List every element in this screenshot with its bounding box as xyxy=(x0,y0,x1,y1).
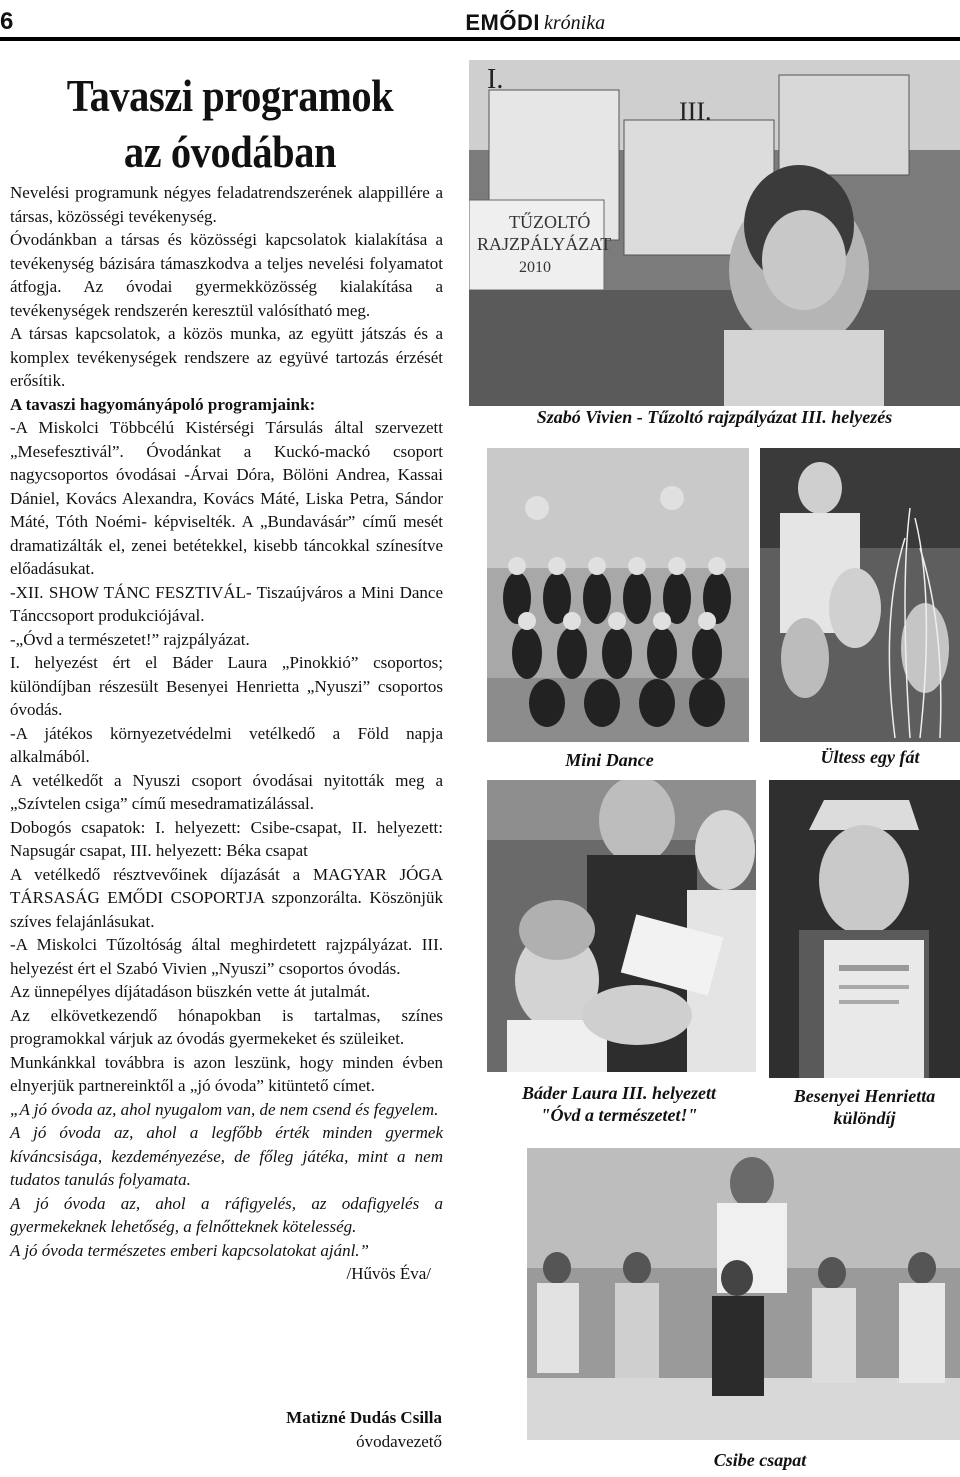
signature-role: óvodavezető xyxy=(356,1432,442,1451)
photo1-label-iii: III. xyxy=(679,97,712,126)
photo-ultess-image xyxy=(760,448,960,742)
article-paragraph: Dobogós csapatok: I. helyezett: Csibe-csapat, II. helyezett: Napsugár csapat, III. helyezett: Béka csapat xyxy=(10,817,443,860)
caption-bader-line2: "Óvd a természetet!" xyxy=(540,1105,698,1125)
title-line-1: Tavaszi programok xyxy=(66,70,394,121)
title-line-2: az óvodában xyxy=(123,126,337,177)
photo-mini-dance xyxy=(487,448,749,742)
caption-ultess: Ültess egy fát xyxy=(820,747,920,767)
article-paragraph: -„Óvd a természetet!” rajzpályázat. xyxy=(10,629,250,649)
photo-mini-dance-image xyxy=(487,448,749,742)
caption-besenyei xyxy=(769,1085,960,1129)
article-paragraph: -A Miskolci Tűzoltóság által meghirdetett rajzpályázat. III. helyezést ért el Szabó Vivien „Nyuszi” csoportos óvodás. xyxy=(10,935,443,978)
article-paragraph: Óvodánkban a társas és közösségi kapcsolatok kialakítása a tevékenység bázisára támaszkodva a teljes nevelési folyamatot átfogja. Az óvodai gyermekközösség kialakítása a tevékenységek rendszerén keresztül valósítható meg. xyxy=(10,230,443,320)
signature-name: Matizné Dudás Csilla xyxy=(286,1408,442,1427)
photo-besenyei-henrietta xyxy=(769,780,960,1078)
article-paragraph: -A Miskolci Többcélú Kistérségi Társulás által szervezett „Mesefesztivál”. Óvodánkat a Kuckó-mackó csoport nagycsoportos óvodásai -Árvai Dóra, Bölöni Andrea, Kassai Dániel, Kovács Alexandra, Kovács Máté, Liska Petra, Sándor Máté, Tóth Noémi- képviselték. A „Bundavásár” című mesét dramatizálták el, zenei betétekkel, kisebb táncokkal színesítve előadásukat. xyxy=(10,418,443,578)
article-title xyxy=(36,68,423,180)
caption-bader xyxy=(487,1082,751,1126)
photo-ultess-egy-fat xyxy=(760,448,960,742)
article-body xyxy=(10,181,443,1286)
article-paragraph: A vetélkedőt a Nyuszi csoport óvodásai nyitották meg a „Szívtelen csiga” című mesedramatizálással. xyxy=(10,770,443,813)
photo-szabo-vivien-image xyxy=(469,60,960,406)
photo-csibe-image xyxy=(527,1148,960,1440)
masthead-subtitle: krónika xyxy=(544,12,606,34)
photo1-label-i: I. xyxy=(487,64,504,95)
page-number: 6 xyxy=(0,8,14,35)
photo-bader-laura xyxy=(487,780,756,1072)
caption-csibe: Csibe csapat xyxy=(713,1450,807,1470)
caption-bader-line1: Báder Laura III. helyezett xyxy=(521,1083,716,1103)
article-paragraph: A társas kapcsolatok, a közös munka, az együtt játszás és a komplex tevékenységek rendszere az együvé tartozás érzését erősítik. xyxy=(10,324,443,390)
photo-csibe-csapat xyxy=(527,1148,960,1440)
article-paragraph: Nevelési programunk négyes feladatrendszerének alappillére a társas, közösségi tevékenység. xyxy=(10,183,443,226)
article-paragraph: A vetélkedő résztvevőinek díjazását a MAGYAR JÓGA TÁRSASÁG EMŐDI CSOPORTJA szponzorálta. Köszönjük szíves felajánlásukat. xyxy=(10,864,443,931)
photo-bader-image xyxy=(487,780,756,1072)
header-rule xyxy=(0,37,960,41)
photo1-sign-1: TŰZOLTÓ xyxy=(509,212,591,232)
caption-szabo: Szabó Vivien - Tűzoltó rajzpályázat III. helyezés xyxy=(536,407,893,427)
article-paragraph: Munkánkkal továbbra is azon leszünk, hogy minden évben elnyerjük partnereinktől a „jó óvoda” kitüntető címet. xyxy=(10,1052,443,1095)
article-paragraph: A jó óvoda természetes emberi kapcsolatokat ajánl.” xyxy=(10,1240,369,1260)
article-paragraph: „A jó óvoda az, ahol nyugalom van, de nem csend és fegyelem. xyxy=(10,1099,439,1119)
article-paragraph: -XII. SHOW TÁNC FESZTIVÁL- Tiszaújváros a Mini Dance Tánccsoport produkciójával. xyxy=(10,582,443,625)
article-paragraph: A jó óvoda az, ahol a legfőbb érték minden gyermek kíváncsisága, kezdeményezése, de főleg játéka, mint a nem tudatos tanulás folyamata. xyxy=(10,1123,443,1189)
photo1-sign-2: RAJZPÁLYÁZAT xyxy=(477,234,612,254)
article-paragraph: I. helyezést ért el Báder Laura „Pinokkió” csoportos; különdíjban részesült Besenyei Henrietta „Nyuszi” csoportos óvodás. xyxy=(10,653,443,719)
article-paragraph: A jó óvoda az, ahol a ráfigyelés, az odafigyelés a gyermekeknek lehetőség, a felnőtteknek kötelesség. xyxy=(10,1193,443,1236)
caption-besenyei-line1: Besenyei Henrietta xyxy=(793,1086,936,1106)
masthead: EMŐDI xyxy=(465,10,540,35)
signature xyxy=(10,1406,442,1454)
photo1-sign-3: 2010 xyxy=(519,259,551,276)
article-paragraph: Az elkövetkezendő hónapokban is tartalmas, színes programokkal várjuk az óvodás gyermekeket és szüleiket. xyxy=(10,1005,443,1048)
article-paragraph: /Hűvös Éva/ xyxy=(346,1264,431,1283)
photo-besenyei-image xyxy=(769,780,960,1078)
article-paragraph: A tavaszi hagyományápoló programjaink: xyxy=(10,394,316,414)
article-paragraph: Az ünnepélyes díjátadáson büszkén vette át jutalmát. xyxy=(10,982,371,1001)
caption-mini-dance: Mini Dance xyxy=(565,750,654,770)
caption-besenyei-line2: különdíj xyxy=(833,1108,896,1128)
photo-szabo-vivien xyxy=(469,60,960,406)
page-header xyxy=(0,0,960,40)
article-paragraph: -A játékos környezetvédelmi vetélkedő a Föld napja alkalmából. xyxy=(10,723,443,766)
